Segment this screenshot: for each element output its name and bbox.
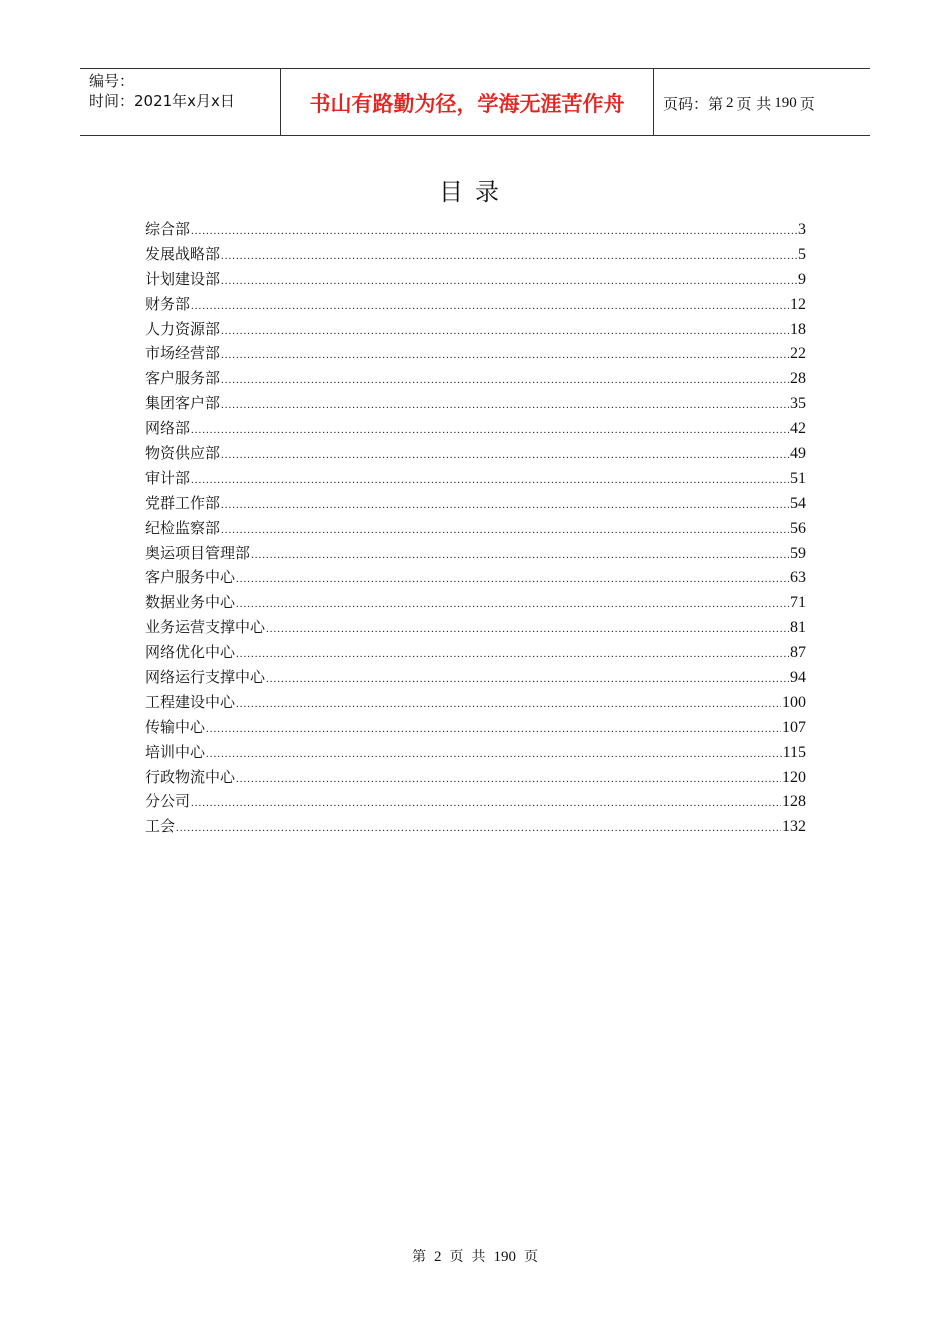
toc-entry-page: 63 [790, 569, 806, 587]
page-label: 页码：第 [663, 94, 724, 113]
dot-leader [251, 543, 789, 568]
toc-entry-page: 81 [790, 619, 806, 637]
toc-entry-label: 客户服务中心 [145, 568, 236, 587]
toc-entry-page: 87 [790, 644, 806, 662]
page-end: 页 [799, 94, 815, 113]
header-motto: 书山有路勤为径，学海无涯苦作舟 [281, 69, 654, 135]
toc-entry[interactable] [145, 814, 806, 839]
toc-entry[interactable] [145, 217, 806, 242]
footer-current: 2 [434, 1249, 442, 1265]
toc-entry-page: 100 [782, 693, 806, 711]
toc-entry-label: 集团客户部 [145, 394, 221, 413]
page-footer [0, 1246, 950, 1266]
toc-entry-page: 54 [790, 494, 806, 512]
toc-entry[interactable] [145, 391, 806, 416]
toc-entry-label: 分公司 [145, 792, 191, 811]
toc-entry-label: 业务运营支撑中心 [145, 618, 266, 637]
toc-entry-label: 传输中心 [145, 717, 206, 736]
toc-entry-label: 市场经营部 [145, 344, 221, 363]
dot-leader [221, 343, 789, 368]
toc-entry-label: 人力资源部 [145, 319, 221, 338]
header-meta [80, 69, 281, 135]
toc-entry[interactable] [145, 341, 806, 366]
page-header [80, 68, 870, 136]
dot-leader [221, 393, 789, 418]
dot-leader [266, 617, 789, 642]
dot-leader [221, 368, 789, 393]
toc-entry-label: 数据业务中心 [145, 593, 236, 612]
dot-leader [191, 219, 797, 244]
toc-entry-label: 培训中心 [145, 742, 206, 761]
dot-leader [236, 767, 781, 792]
dot-leader [191, 294, 789, 319]
time-label: 时间：2021年x月x日 [89, 92, 235, 110]
toc-entry-label: 财务部 [145, 294, 191, 313]
toc-entry[interactable] [145, 441, 806, 466]
toc-title: 目录 [439, 178, 511, 206]
toc-entry[interactable] [145, 466, 806, 491]
toc-entry[interactable] [145, 615, 806, 640]
dot-leader [206, 742, 782, 767]
footer-suffix: 页 [524, 1249, 538, 1265]
toc-entry-label: 网络运行支撑中心 [145, 668, 266, 687]
toc-entry-page: 107 [782, 718, 806, 736]
toc-entry-label: 物资供应部 [145, 444, 221, 463]
toc-entry[interactable] [145, 565, 806, 590]
dot-leader [236, 692, 781, 717]
page-total: 190 [774, 94, 797, 111]
footer-mid2: 共 [471, 1249, 486, 1265]
number-label: 编号： [89, 72, 135, 90]
toc-entry-page: 42 [790, 420, 806, 438]
toc-entry-page: 132 [782, 818, 806, 836]
toc-entry-page: 18 [790, 320, 806, 338]
dot-leader [221, 269, 797, 294]
dot-leader [221, 493, 789, 518]
dot-leader [191, 468, 789, 493]
footer-prefix: 第 [412, 1249, 426, 1265]
toc-entry-page: 120 [782, 768, 806, 786]
dot-leader [236, 642, 789, 667]
toc-entry-label: 工会 [145, 817, 176, 836]
toc-entry-label: 奥运项目管理部 [145, 543, 251, 562]
dot-leader [236, 592, 789, 617]
dot-leader [191, 791, 781, 816]
dot-leader [221, 518, 789, 543]
dot-leader [221, 244, 797, 269]
toc-entry[interactable] [145, 590, 806, 615]
toc-entry-label: 网络部 [145, 419, 191, 438]
toc-entry[interactable] [145, 640, 806, 665]
toc-entry-page: 49 [790, 445, 806, 463]
toc-entry-page: 128 [782, 793, 806, 811]
toc-entry[interactable] [145, 317, 806, 342]
toc-entry-label: 综合部 [145, 220, 191, 238]
toc-entry[interactable] [145, 715, 806, 740]
toc-entry-page: 3 [798, 221, 806, 238]
page-mid: 页 共 [736, 94, 772, 113]
toc-entry-page: 35 [790, 395, 806, 413]
toc-entry-page: 115 [782, 743, 806, 761]
toc-entry-label: 审计部 [145, 468, 191, 487]
toc-entry-page: 5 [798, 245, 806, 263]
toc-entry-label: 发展战略部 [145, 244, 221, 263]
dot-leader [191, 418, 789, 443]
toc-entry[interactable] [145, 292, 806, 317]
toc-entry-page: 9 [798, 270, 806, 288]
dot-leader [206, 717, 781, 742]
toc-entry[interactable] [145, 690, 806, 715]
dot-leader [176, 816, 781, 841]
toc-entry-label: 行政物流中心 [145, 767, 236, 786]
toc-entry-page: 12 [790, 295, 806, 313]
toc-entry[interactable] [145, 541, 806, 566]
toc-entry-label: 党群工作部 [145, 493, 221, 512]
header-page-info [654, 69, 870, 135]
toc-entry[interactable] [145, 789, 806, 814]
footer-total: 190 [493, 1249, 516, 1265]
toc-entry-label: 计划建设部 [145, 269, 221, 288]
toc-entry-page: 56 [790, 519, 806, 537]
toc-entry-label: 网络优化中心 [145, 643, 236, 662]
dot-leader [221, 319, 789, 344]
toc-entry[interactable] [145, 765, 806, 790]
toc-entry-label: 纪检监察部 [145, 518, 221, 537]
dot-leader [266, 667, 789, 692]
table-of-contents [145, 217, 806, 839]
toc-entry-label: 工程建设中心 [145, 692, 236, 711]
footer-mid1: 页 [449, 1249, 464, 1265]
toc-entry[interactable] [145, 416, 806, 441]
toc-entry-page: 28 [790, 370, 806, 388]
dot-leader [221, 443, 789, 468]
toc-entry-page: 59 [790, 544, 806, 562]
toc-entry[interactable] [145, 267, 806, 292]
toc-entry-page: 71 [790, 594, 806, 612]
toc-entry-page: 22 [790, 345, 806, 363]
toc-entry[interactable] [145, 242, 806, 267]
page-current: 2 [726, 94, 734, 111]
toc-entry[interactable] [145, 740, 806, 765]
toc-entry-page: 51 [790, 469, 806, 487]
toc-entry[interactable] [145, 366, 806, 391]
toc-entry[interactable] [145, 516, 806, 541]
toc-entry[interactable] [145, 665, 806, 690]
dot-leader [236, 567, 789, 592]
toc-entry[interactable] [145, 491, 806, 516]
toc-entry-page: 94 [790, 669, 806, 687]
toc-entry-label: 客户服务部 [145, 369, 221, 388]
